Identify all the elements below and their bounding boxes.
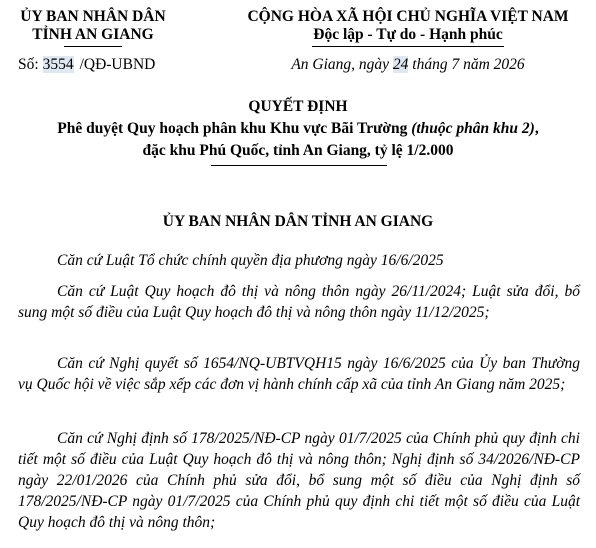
number-prefix: Số:	[18, 56, 43, 73]
authority-heading: ỦY BAN NHÂN DÂN TỈNH AN GIANG	[162, 213, 434, 230]
legal-basis-paragraph-2: Căn cứ Luật Quy hoạch đô thị và nông thôn ngày 26/11/2024; Luật sửa đổi, bổ sung một số điều của Luật Quy hoạch đô thị và nông thôn ngày 11/12/2025;	[18, 283, 580, 321]
legal-basis-paragraph-1: Căn cứ Luật Tổ chức chính quyền địa phương ngày 16/6/2025	[57, 252, 444, 269]
subtitle-italic: (thuộc phân khu 2)	[411, 120, 535, 137]
number-suffix: /QĐ-UBND	[79, 56, 156, 73]
decision-subtitle-line1	[0, 120, 596, 138]
document-number	[18, 56, 155, 74]
national-title: CỘNG HÒA XÃ HỘI CHỦ NGHĨA VIỆT NAM	[247, 8, 569, 25]
agency-underline	[64, 46, 122, 47]
date-day: 24	[392, 56, 409, 73]
national-motto: Độc lập - Tự do - Hạnh phúc	[313, 26, 503, 43]
legal-basis-paragraph-4: Căn cứ Nghị định số 178/2025/NĐ-CP ngày 01/7/2025 của Chính phủ quy định chi tiết một số điều của Luật Quy hoạch đô thị và nông thôn; Nghị định số 34/2026/NĐ-CP ngày 22/01/2026 của Chính phủ sửa đổi, bổ sung một số điều của Nghị định số 178/2025/NĐ-CP ngày 01/7/2025 của Chính phủ quy định chi tiết một số điều của Luật Quy hoạch đô thị và nông thôn;	[18, 430, 580, 531]
subtitle-main: Phê duyệt Quy hoạch phân khu Khu vực Bãi Trường	[57, 120, 412, 137]
decision-title: QUYẾT ĐỊNH	[248, 98, 348, 115]
issuing-agency-line1: ỦY BAN NHÂN DÂN	[20, 8, 166, 25]
number-value: 3554	[42, 56, 74, 73]
motto-underline	[312, 46, 504, 47]
subtitle-comma: ,	[534, 120, 539, 137]
date-line	[228, 56, 588, 74]
date-prefix: An Giang, ngày	[291, 56, 393, 73]
issuing-agency-line2: TỈNH AN GIANG	[32, 26, 154, 43]
decision-subtitle-line2: đặc khu Phú Quốc, tỉnh An Giang, tỷ lệ 1/2.000	[142, 142, 454, 159]
title-underline	[211, 165, 387, 166]
legal-basis-paragraph-3: Căn cứ Nghị quyết số 1654/NQ-UBTVQH15 ngày 16/6/2025 của Ủy ban Thường vụ Quốc hội về việc sắp xếp các đơn vị hành chính cấp xã của tỉnh An Giang năm 2025;	[18, 355, 580, 393]
date-suffix: tháng 7 năm 2026	[408, 56, 525, 73]
